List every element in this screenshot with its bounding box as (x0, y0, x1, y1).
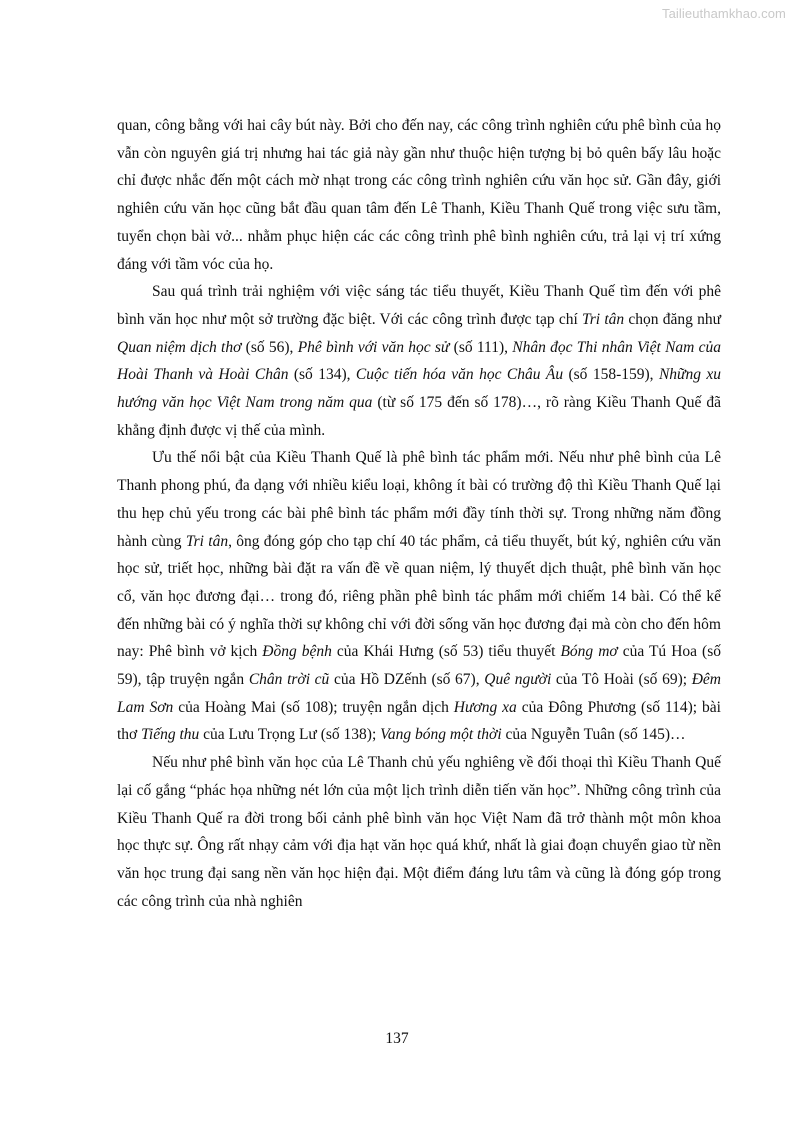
italic-title: Chân trời cũ (248, 671, 330, 689)
text-run: Nếu như phê bình văn học của Lê Thanh chủ yếu nghiêng về đối thoại thì Kiều Thanh Quế lại cố gắng “phác họa những nét lớn của một lịch trình diễn tiến văn học”. Những công trình của Kiều Thanh Quế ra đời trong bối cảnh phê bình văn học Việt Nam đã trở thành một môn khoa học thực sự. Ông rất nhạy cảm với địa hạt văn học quá khứ, nhất là giai đoạn chuyển giao từ nền văn học trung đại sang nền văn học hiện đại. Một điểm đáng lưu tâm và cũng là đóng góp trong các công trình của nhà nghiên (117, 754, 721, 910)
italic-title: Nhân đọc Thi nhân Việt Nam của Hoài Thanh và Hoài Chân (117, 338, 722, 384)
text-run: Ưu thế nổi bật của Kiều Thanh Quế là phê bình tác phẩm mới. Nếu như phê bình của Lê Thanh phong phú, đa dạng với nhiều kiểu loại, không ít bài có trường độ thì Kiều Thanh Quế lại thu hẹp chủ yếu trong các bài phê bình tác phẩm mới đầy tính thời sự. Trong những năm đồng hành cùng (117, 449, 721, 550)
italic-title: Tri tân (581, 310, 625, 328)
text-run: của Đông Phương (số 114); bài thơ (117, 698, 721, 744)
italic-title: Quan niệm dịch thơ (117, 338, 242, 356)
italic-title: Đêm Lam Sơn (117, 671, 721, 716)
text-run: (số 134), (288, 366, 356, 384)
italic-title: Hương xa (453, 698, 517, 716)
italic-title: Bóng mơ (560, 643, 618, 661)
text-run: chọn đăng như (624, 310, 721, 328)
watermark: Tailieuthamkhao.com (661, 6, 786, 21)
text-run: của Lưu Trọng Lư (số 138); (199, 726, 381, 744)
paragraph (117, 749, 721, 915)
text-run: , ông đóng góp cho tạp chí 40 tác phẩm, cả tiểu thuyết, bút ký, nghiên cứu văn học sử, triết học, những bài đặt ra vấn đề về quan niệm, lý thuyết dịch thuật, phê bình văn học cổ, văn học đương đại… trong đó, riêng phần phê bình tác phẩm mới chiếm 14 bài. Có thể kể đến những bài có ý nghĩa thời sự không chỉ với đời sống văn học đương đại mà còn cho đến hôm nay: Phê bình vở kịch (117, 532, 721, 661)
text-run: của Nguyễn Tuân (số 145)… (501, 726, 686, 744)
text-run: của Hoàng Mai (số 108); truyện ngắn dịch (173, 698, 454, 716)
italic-title: Vang bóng một thời (380, 726, 502, 744)
italic-title: Đồng bệnh (262, 643, 332, 661)
italic-title: Những xu hướng văn học Việt Nam trong năm qua (117, 366, 722, 412)
text-run: Sau quá trình trải nghiệm với việc sáng tác tiểu thuyết, Kiều Thanh Quế tìm đến với phê bình văn học như một sở trường đặc biệt. Với các công trình được tạp chí (117, 283, 721, 328)
italic-title: Tri tân (185, 532, 229, 550)
text-run: (số 158-159), (563, 366, 659, 384)
italic-title: Quê người (484, 671, 552, 689)
text-run: của Tú Hoa (số 59), tập truyện ngắn (117, 643, 722, 689)
italic-title: Tiếng thu (141, 726, 200, 744)
text-run: quan, công bằng với hai cây bút này. Bởi cho đến nay, các công trình nghiên cứu phê bình của họ vẫn còn nguyên giá trị nhưng hai tác giả này gần như thuộc hiện tượng bị bỏ quên bấy lâu hoặc chỉ được nhắc đến một cách mờ nhạt trong các công trình nghiên cứu văn học sử. Gần đây, giới nghiên cứu văn học cũng bắt đầu quan tâm đến Lê Thanh, Kiều Thanh Quế trong việc sưu tầm, tuyển chọn bài vở... nhằm phục hiện các các công trình phê bình nghiên cứu, trả lại vị trí xứng đáng với tầm vóc của họ. (117, 117, 721, 273)
text-run: (số 56), (241, 338, 298, 356)
paragraph (117, 444, 721, 749)
text-run: (số 111), (449, 338, 513, 356)
paragraph (117, 112, 721, 278)
italic-title: Cuộc tiến hóa văn học Châu Âu (355, 366, 564, 384)
italic-title: Phê bình với văn học sử (297, 338, 450, 356)
page-number: 137 (385, 1030, 409, 1047)
paragraph (117, 278, 721, 444)
text-run: của Tô Hoài (số 69); (551, 671, 692, 689)
text-run: của Hồ DZếnh (số 67), (329, 671, 485, 689)
text-run: của Khái Hưng (số 53) tiểu thuyết (331, 643, 561, 661)
text-run: (từ số 175 đến số 178)…, rõ ràng Kiều Thanh Quế đã khẳng định được vị thế của mình. (117, 394, 721, 439)
page-body (117, 112, 721, 915)
